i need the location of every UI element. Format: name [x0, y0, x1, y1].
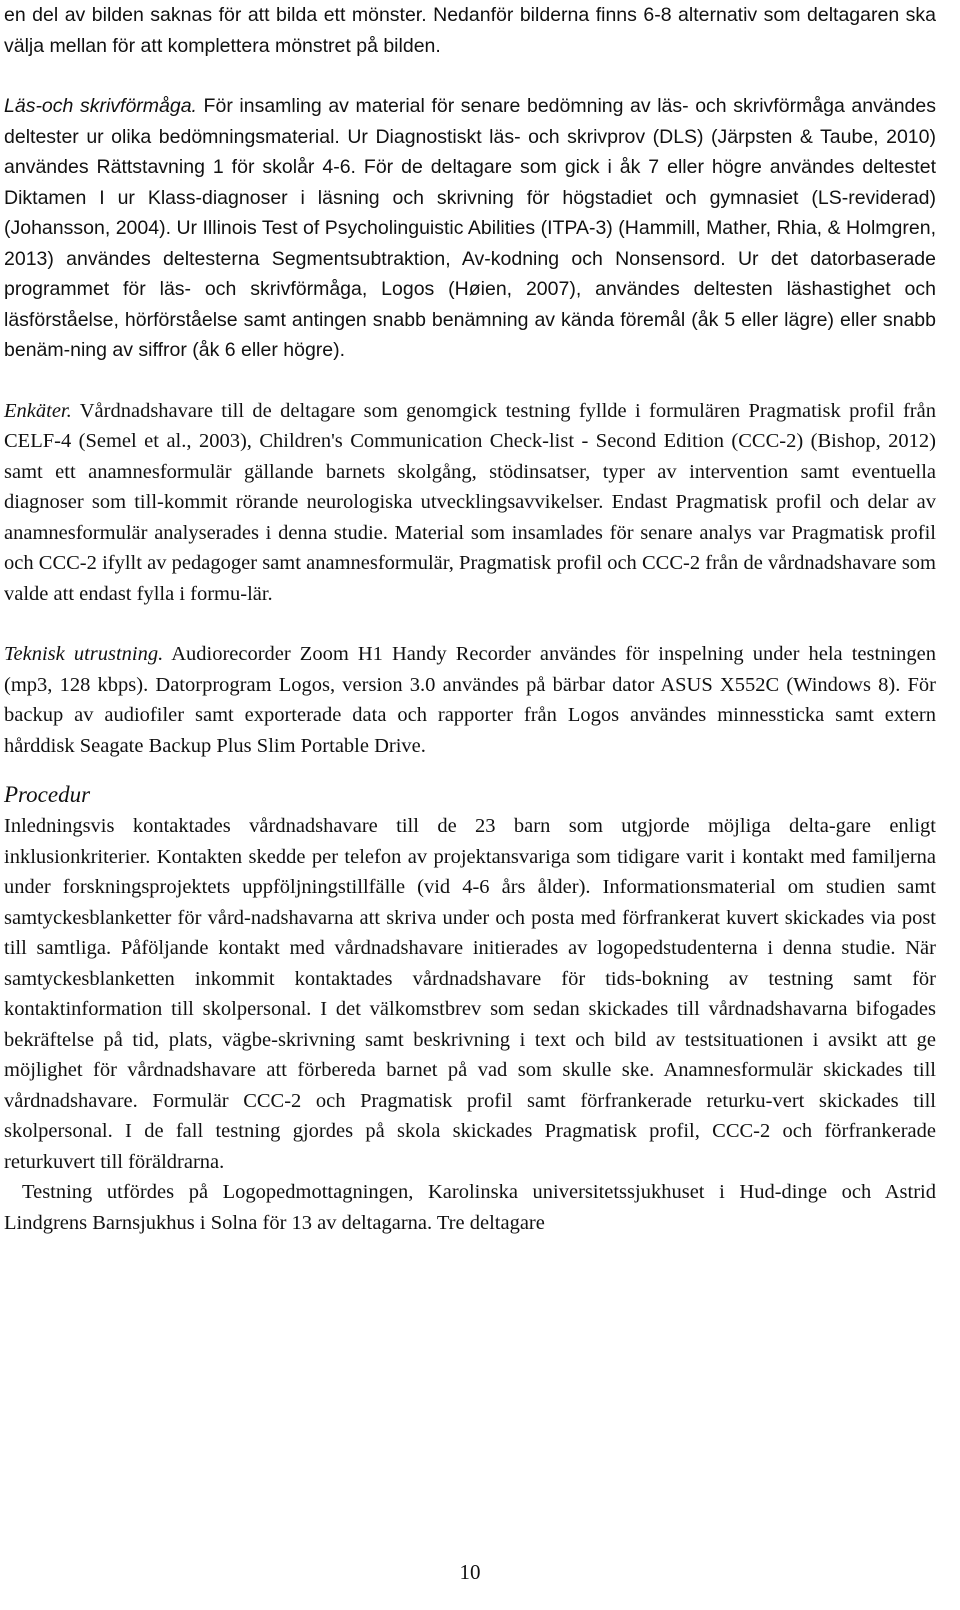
paragraph-lead: Läs-och skrivförmåga. [4, 95, 197, 117]
paragraph-text: Audiorecorder Zoom H1 Handy Recorder användes för inspelning under hela testningen (mp3, 128 kbps). Datorprogram Logos, version 3.0 användes på bärbar dator ASUS X552C (Windows 8). För backup av audiofiler samt exporterade data och rapporter från Logos användes minnessticka samt extern hårddisk Seagate Backup Plus Slim Portable Drive. [4, 643, 936, 757]
document-page [4, 0, 936, 1238]
paragraph-text: Vårdnadshavare till de deltagare som genomgick testning fyllde i formulären Pragmatisk profil från CELF-4 (Semel et al., 2003), Children's Communication Check-list - Second Edition (CCC-2) (Bishop, 2012) samt ett anamnesformulär gällande barnets skolgång, stödinsatser, typer av intervention samt eventuella diagnoser som till-kommit rörande neurologiska utvecklingsavvikelser. Endast Pragmatisk profil och delar av anamnesformulär analyserades i denna studie. Material som insamlades för senare analys var Pragmatisk profil och CCC-2 ifyllt av pedagoger samt anamnesformulär, Pragmatisk profil och CCC-2 från de vårdnadshavare som valde att endast fylla i formu-lär. [4, 399, 936, 605]
paragraph-surveys [4, 396, 936, 610]
paragraph-procedure-2: Testning utfördes på Logopedmottagningen, Karolinska universitetssjukhuset i Hud-dinge och Astrid Lindgrens Barnsjukhus i Solna för 13 av deltagarna. Tre deltagare [4, 1181, 936, 1234]
paragraph-procedure-1: Inledningsvis kontaktades vårdnadshavare till de 23 barn som utgjorde möjliga delta-gare enligt inklusionkriterier. Kontakten skedde per telefon av projektansvariga som tidigare varit i kontakt med familjerna under forskningsprojektets uppföljningstillfälle (vid 4-6 års ålder). Informationsmaterial om studien samt samtyckesblanketter för vård-nadshavarna att skriva under och posta med förfrankerat kuvert skickades via post till samtliga. Påföljande kontakt med vårdnadshavare initierades av logopedstudenterna i denna studie. När samtyckesblanketten inkommit kontaktades vårdnadshavare för tids-bokning av testning samt för kontaktinformation till skolpersonal. I det välkomstbrev som sedan skickades till vårdnadshavarna bifogades bekräftelse på tid, plats, vägbe-skrivning samt beskrivning i text och bild av testsituationen i avsikt att ge möjlighet för vårdnadshavare att förbereda barnet på vad som skulle ske. Anamnesformulär skickades till vårdnadshavare. Formulär CCC-2 och Pragmatisk profil samt förfrankerade returku-vert skickades till skolpersonal. I de fall testning gjordes på skola skickades Pragmatisk profil, CCC-2 och förfrankerade returkuvert till föräldrarna. [4, 815, 936, 1173]
page-number: 10 [459, 1560, 481, 1584]
section-heading-procedure: Procedur [4, 782, 91, 807]
paragraph-lead: Teknisk utrustning. [4, 643, 164, 665]
paragraph-technical-equipment [4, 639, 936, 761]
paragraph-text: en del av bilden saknas för att bilda ett mönster. Nedanför bilderna finns 6-8 alternativ som deltagaren ska välja mellan för att komplettera mönstret på bilden. [4, 4, 936, 57]
paragraph-lead: Enkäter. [4, 399, 72, 422]
paragraph-reading-writing [4, 91, 936, 366]
paragraph-text: För insamling av material för senare bedömning av läs- och skrivförmåga användes deltester ur olika bedömningsmaterial. Ur Diagnostiskt läs- och skrivprov (DLS) (Järpsten & Taube, 2010) användes Rättstavning 1 för skolår 4-6. För de deltagare som gick i åk 7 eller högre användes deltestet Diktamen I ur Klass-diagnoser i läsning och skrivning för högstadiet och gymnasiet (LS-reviderad) (Johansson, 2004). Ur Illinois Test of Psycholinguistic Abilities (ITPA-3) (Hammill, Mather, Rhia, & Holmgren, 2013) användes deltesterna Segmentsubtraktion, Av-kodning och Nonsensord. Ur det datorbaserade programmet för läs- och skrivförmåga, Logos (Høien, 2007), användes deltesten läshastighet och läsförståelse, hörförståelse samt antingen snabb benämning av kända föremål (åk 5 eller lägre) eller snabb benäm-ning av siffror (åk 6 eller högre). [4, 95, 936, 361]
paragraph-raven-continuation [4, 0, 936, 61]
